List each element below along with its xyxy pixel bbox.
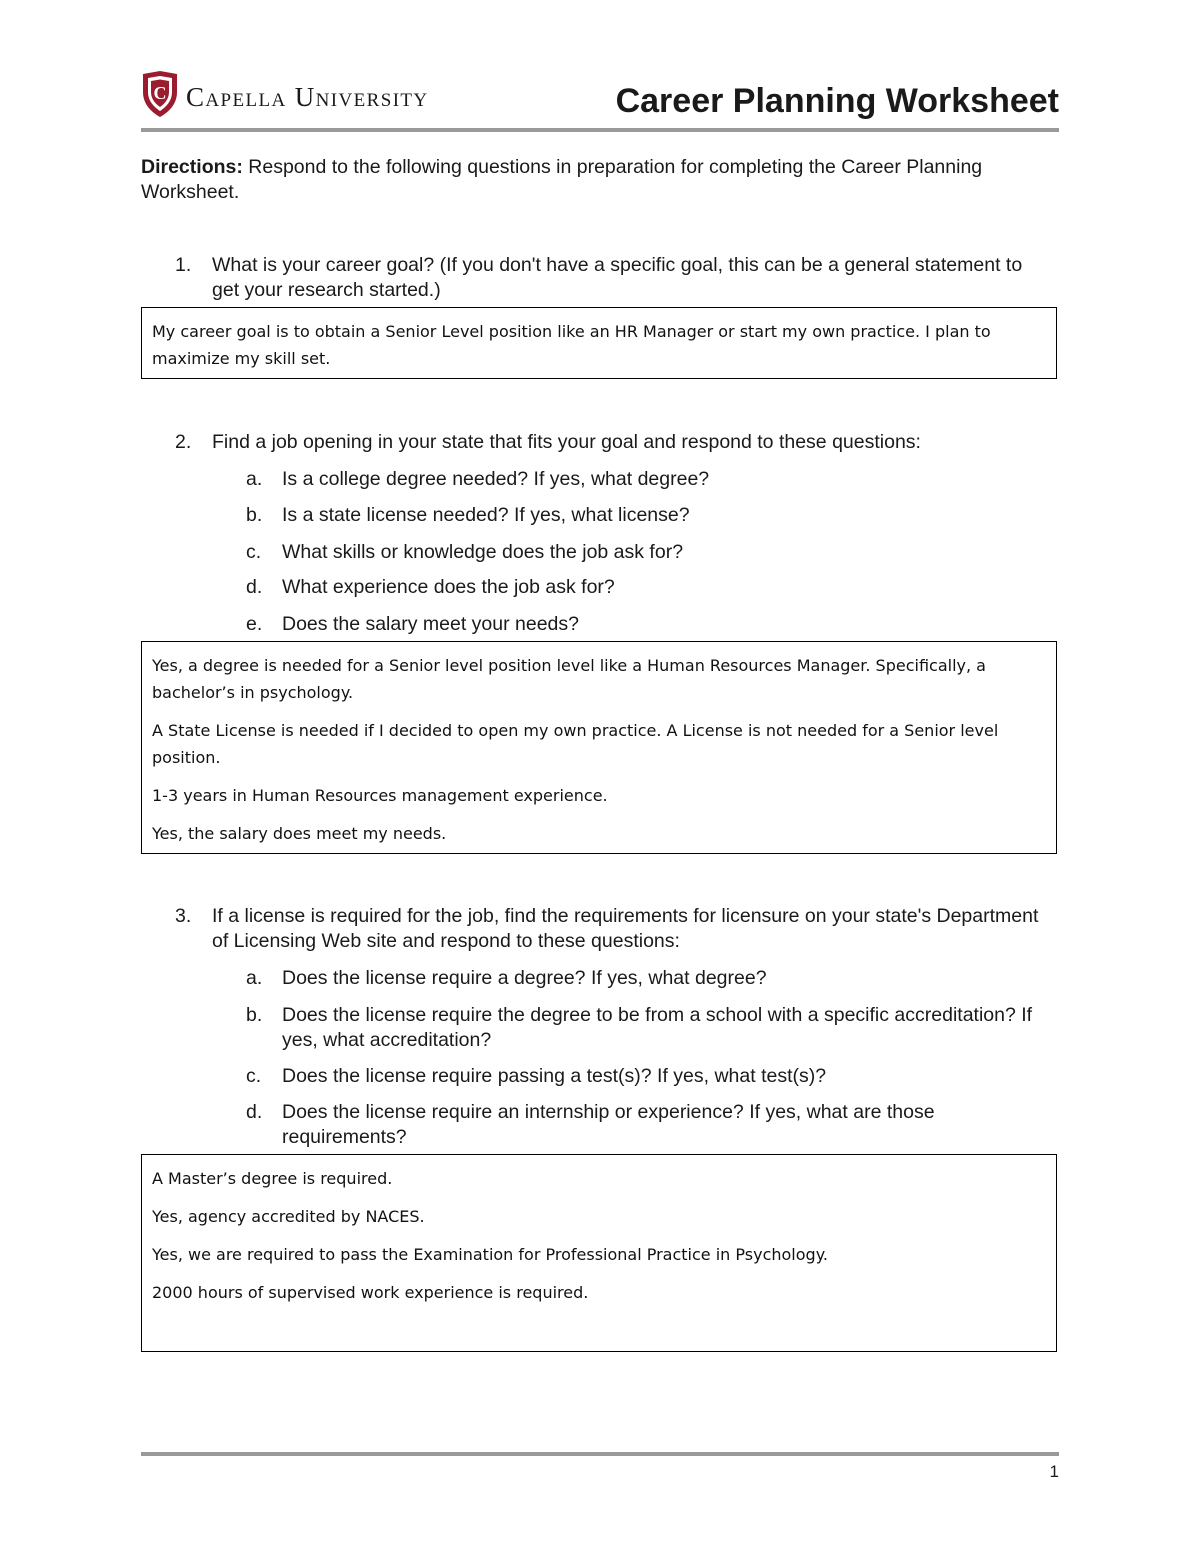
question-number: 3. bbox=[175, 905, 192, 927]
subquestion-text: Does the license require passing a test(s)? If yes, what test(s)? bbox=[282, 1065, 827, 1087]
subquestion-text: Is a state license needed? If yes, what license? bbox=[282, 504, 690, 526]
subquestion-letter: b. bbox=[246, 1004, 263, 1026]
directions bbox=[141, 155, 1041, 205]
question-number: 2. bbox=[175, 431, 192, 453]
directions-text: Respond to the following questions in preparation for completing the Career Planning Worksheet. bbox=[141, 156, 983, 203]
subquestion-text: What skills or knowledge does the job ask for? bbox=[282, 541, 684, 563]
question-number: 1. bbox=[175, 254, 192, 276]
answer-line: My career goal is to obtain a Senior Level position like an HR Manager or start my own practice. I plan to maximize my skill set. bbox=[152, 322, 991, 368]
subquestion-text: What experience does the job ask for? bbox=[282, 576, 615, 598]
subquestion-letter: a. bbox=[246, 468, 263, 490]
capella-logo bbox=[140, 70, 450, 120]
subquestion-letter: b. bbox=[246, 504, 263, 526]
subquestion-text: Is a college degree needed? If yes, what degree? bbox=[282, 468, 710, 490]
subquestion-letter: c. bbox=[246, 1065, 262, 1087]
subquestion-letter: c. bbox=[246, 541, 262, 563]
page-number: 1 bbox=[1049, 1462, 1059, 1481]
question-text: What is your career goal? (If you don't have a specific goal, this can be a general statement to get your research started.) bbox=[212, 254, 1023, 301]
answer-line: Yes, a degree is needed for a Senior level position level like a Human Resources Manager. Specifically, a bachelor’s in psychology. bbox=[152, 656, 986, 702]
subquestion-letter: e. bbox=[246, 613, 263, 635]
subquestion-text: Does the license require an internship or experience? If yes, what are those requirements? bbox=[282, 1101, 935, 1148]
answer-line: 1-3 years in Human Resources management experience. bbox=[152, 786, 608, 805]
footer-divider bbox=[141, 1452, 1059, 1456]
document-title: Career Planning Worksheet bbox=[615, 82, 1059, 120]
shield-icon bbox=[140, 70, 180, 118]
subquestion-letter: d. bbox=[246, 576, 263, 598]
subquestion-letter: a. bbox=[246, 967, 263, 989]
answer-line: Yes, agency accredited by NACES. bbox=[152, 1207, 425, 1226]
answer-line: Yes, we are required to pass the Examination for Professional Practice in Psychology. bbox=[152, 1245, 828, 1264]
subquestion-letter: d. bbox=[246, 1101, 263, 1123]
answer-line: Yes, the salary does meet my needs. bbox=[152, 824, 447, 843]
logo-wordmark: Capella University bbox=[186, 82, 429, 112]
directions-label: Directions: bbox=[141, 156, 243, 178]
question-text: Find a job opening in your state that fits your goal and respond to these questions: bbox=[212, 431, 921, 453]
answer-box-2[interactable] bbox=[141, 641, 1057, 854]
subquestion-text: Does the license require a degree? If yes, what degree? bbox=[282, 967, 767, 989]
question-text: If a license is required for the job, find the requirements for licensure on your state's Department of Licensing Web site and respond to these questions: bbox=[212, 905, 1039, 952]
answer-line: 2000 hours of supervised work experience is required. bbox=[152, 1283, 589, 1302]
answer-line: A State License is needed if I decided to open my own practice. A License is not needed for a Senior level position. bbox=[152, 721, 999, 767]
answer-box-1[interactable] bbox=[141, 307, 1057, 379]
header-divider bbox=[141, 128, 1059, 132]
subquestion-text: Does the license require the degree to be from a school with a specific accreditation? If yes, what accreditation? bbox=[282, 1004, 1033, 1051]
answer-box-3[interactable] bbox=[141, 1154, 1057, 1352]
logo-letter: C bbox=[153, 83, 167, 103]
answer-line: A Master’s degree is required. bbox=[152, 1169, 393, 1188]
subquestion-text: Does the salary meet your needs? bbox=[282, 613, 579, 635]
